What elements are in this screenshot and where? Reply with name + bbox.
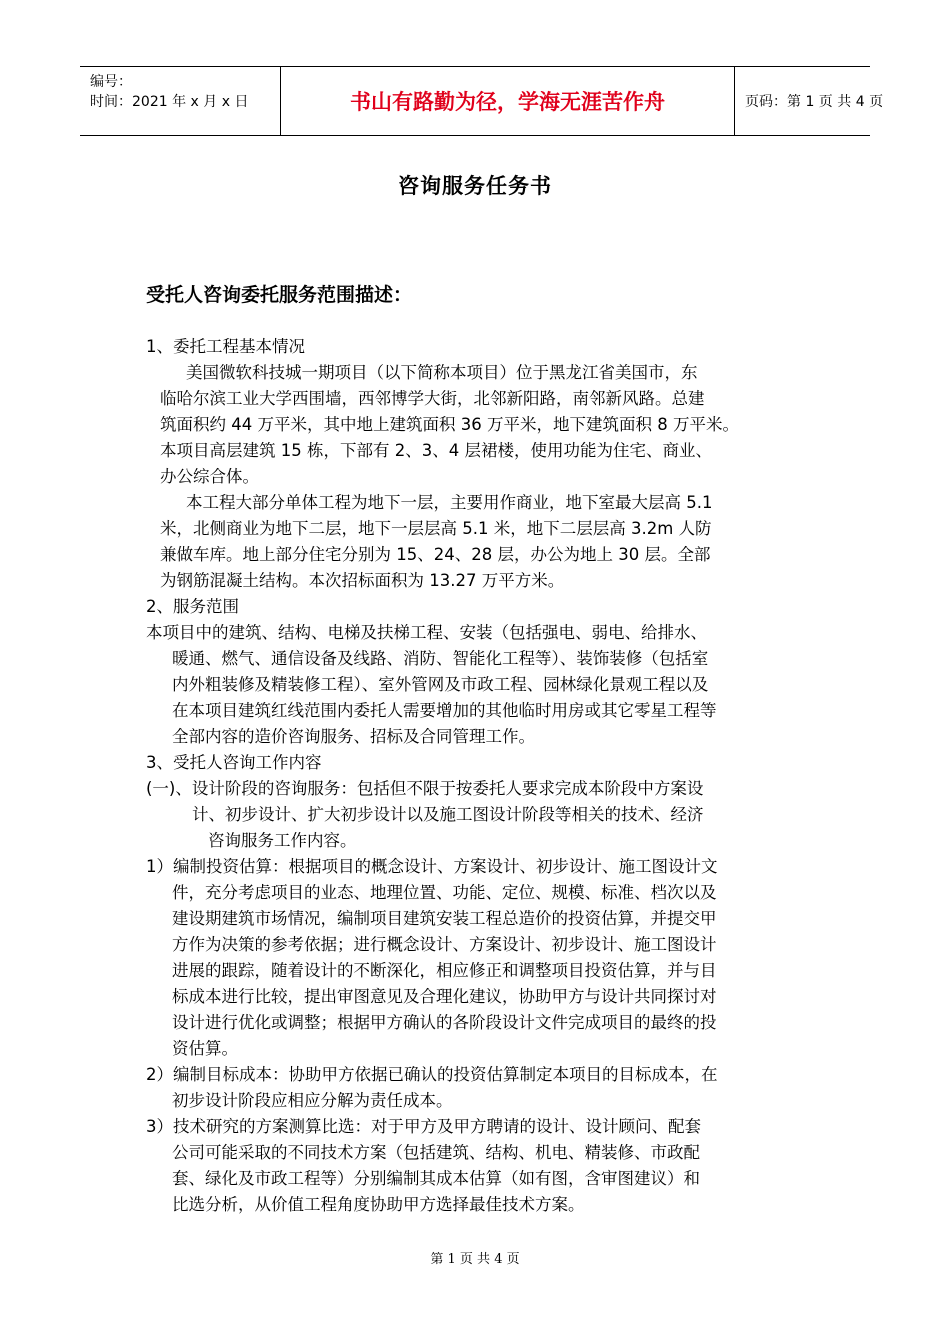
paragraph-line: 初步设计阶段应相应分解为责任成本。 [172, 1091, 453, 1110]
paragraph-line: 内外粗装修及精装修工程）、室外管网及市政工程、园林绿化景观工程以及 [172, 675, 709, 694]
paragraph-line: 2）编制目标成本：协助甲方依据已确认的投资估算制定本项目的目标成本，在 [146, 1065, 718, 1084]
paragraph-line: 比选分析，从价值工程角度协助甲方选择最佳技术方案。 [172, 1195, 585, 1214]
header-motto: 书山有路勤为径，学海无涯苦作舟 [350, 90, 665, 114]
paragraph-line: 件，充分考虑项目的业态、地理位置、功能、定位、规模、标准、档次以及 [172, 883, 717, 902]
heading-item-3: 3、受托人咨询工作内容 [146, 753, 322, 772]
paragraph-line: 美国微软科技城一期项目（以下简称本项目）位于黑龙江省美国市，东 [186, 363, 698, 382]
paragraph-line: 临哈尔滨工业大学西围墙，西邻博学大街，北邻新阳路，南邻新风路。总建 [160, 389, 705, 408]
header-meta [80, 67, 280, 135]
paragraph-line: 套、绿化及市政工程等）分别编制其成本估算（如有图，含审图建议）和 [172, 1169, 700, 1188]
paragraph-line: 全部内容的造价咨询服务、招标及合同管理工作。 [172, 727, 535, 746]
header-page-info: 页码：第 1 页 共 4 页 [745, 94, 884, 110]
paragraph-line: 兼做车库。地上部分住宅分别为 15、24、28 层，办公为地上 30 层。全部 [160, 545, 711, 564]
paragraph-line: 方作为决策的参考依据；进行概念设计、方案设计、初步设计、施工图设计 [172, 935, 717, 954]
paragraph-line: 3）技术研究的方案测算比选：对于甲方及甲方聘请的设计、设计顾问、配套 [146, 1117, 701, 1136]
section-heading: 受托人咨询委托服务范围描述： [146, 284, 413, 306]
paragraph-line: 暖通、燃气、通信设备及线路、消防、智能化工程等）、装饰装修（包括室 [172, 649, 709, 668]
page-footer: 第 1 页 共 4 页 [430, 1252, 520, 1267]
paragraph-line: 进展的跟踪，随着设计的不断深化，相应修正和调整项目投资估算，并与目 [172, 961, 717, 980]
page-header [80, 66, 884, 136]
paragraph-line: 本项目高层建筑 15 栋，下部有 2、3、4 层裙楼，使用功能为住宅、商业、 [160, 441, 712, 460]
paragraph-line: 标成本进行比较，提出审图意见及合理化建议，协助甲方与设计共同探讨对 [172, 987, 717, 1006]
paragraph-line: 在本项目建筑红线范围内委托人需要增加的其他临时用房或其它零星工程等 [172, 701, 717, 720]
paragraph-line: 为钢筋混凝土结构。本次招标面积为 13.27 万平方米。 [160, 571, 565, 590]
paragraph-line: 公司可能采取的不同技术方案（包括建筑、结构、机电、精装修、市政配 [172, 1143, 700, 1162]
paragraph-line: 1）编制投资估算：根据项目的概念设计、方案设计、初步设计、施工图设计文 [146, 857, 718, 876]
paragraph-line: 计、初步设计、扩大初步设计以及施工图设计阶段等相关的技术、经济 [192, 805, 704, 824]
paragraph-line: 资估算。 [172, 1039, 238, 1058]
paragraph-line: 设计进行优化或调整；根据甲方确认的各阶段设计文件完成项目的最终的投 [172, 1013, 717, 1032]
document-body [146, 334, 818, 1218]
paragraph-line: 办公综合体。 [160, 467, 259, 486]
heading-item-1: 1、委托工程基本情况 [146, 337, 305, 356]
paragraph-line: (一)、设计阶段的咨询服务：包括但不限于按委托人要求完成本阶段中方案设 [146, 779, 704, 798]
paragraph-line: 筑面积约 44 万平米，其中地上建筑面积 36 万平米，地下建筑面积 8 万平米。 [160, 415, 739, 434]
document-title: 咨询服务任务书 [398, 174, 552, 198]
paragraph-line: 本工程大部分单体工程为地下一层，主要用作商业，地下室最大层高 5.1 [186, 493, 713, 512]
document-date: 时间：2021 年 x 月 x 日 [90, 94, 249, 110]
header-motto-cell [280, 67, 735, 135]
paragraph-line: 建设期建筑市场情况，编制项目建筑安装工程总造价的投资估算，并提交甲 [172, 909, 717, 928]
paragraph-line: 本项目中的建筑、结构、电梯及扶梯工程、安装（包括强电、弱电、给排水、 [146, 623, 707, 642]
paragraph-line: 咨询服务工作内容。 [208, 831, 357, 850]
paragraph-line: 米，北侧商业为地下二层，地下一层层高 5.1 米，地下二层层高 3.2m 人防 [160, 519, 712, 538]
document-number-label: 编号： [90, 74, 132, 90]
heading-item-2: 2、服务范围 [146, 597, 239, 616]
